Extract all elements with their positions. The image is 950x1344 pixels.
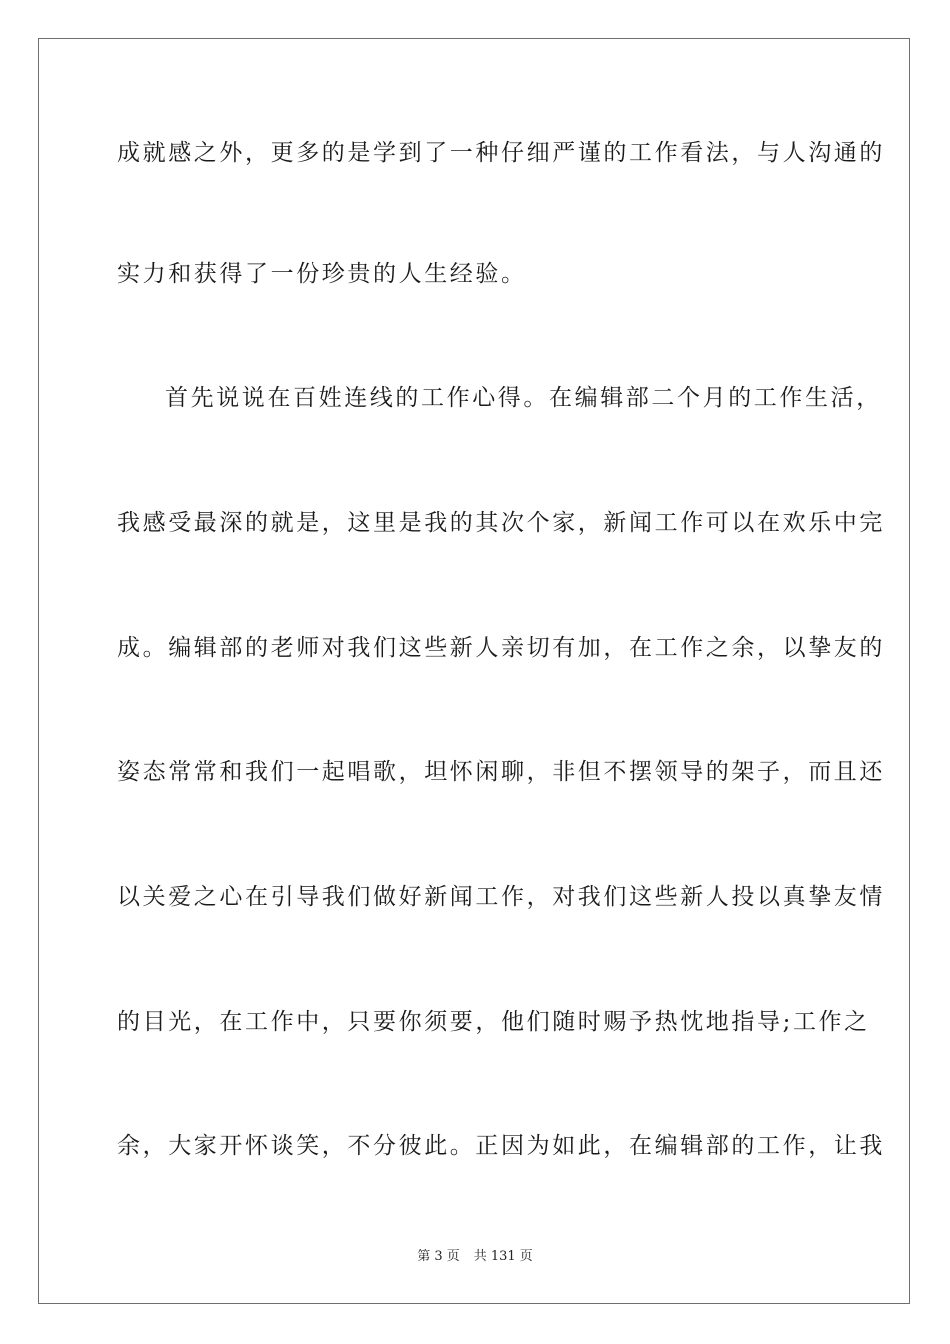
text-line-4: 我感受最深的就是，这里是我的其次个家，新闻工作可以在欢乐中完 bbox=[117, 510, 885, 536]
text-line-5: 成。编辑部的老师对我们这些新人亲切有加，在工作之余，以挚友的 bbox=[117, 635, 885, 661]
page-border bbox=[38, 38, 910, 1304]
text-line-2: 实力和获得了一份珍贵的人生经验。 bbox=[117, 261, 527, 287]
text-line-1: 成就感之外，更多的是学到了一种仔细严谨的工作看法，与人沟通的 bbox=[117, 140, 885, 166]
total-pages: 共 131 页 bbox=[473, 1249, 533, 1264]
text-line-6: 姿态常常和我们一起唱歌，坦怀闲聊，非但不摆领导的架子，而且还 bbox=[117, 759, 885, 785]
page-footer bbox=[0, 1248, 950, 1266]
paragraph-first-line: 首先说说在百姓连线的工作心得。在编辑部二个月的工作生活， bbox=[165, 385, 882, 411]
text-line-7: 以关爱之心在引导我们做好新闻工作，对我们这些新人投以真挚友情 bbox=[117, 884, 885, 910]
page-number: 第 3 页 bbox=[417, 1249, 460, 1264]
text-line-9: 余，大家开怀谈笑，不分彼此。正因为如此，在编辑部的工作，让我 bbox=[117, 1133, 885, 1159]
text-line-8: 的目光，在工作中，只要你须要，他们随时赐予热忱地指导;工作之 bbox=[117, 1009, 870, 1035]
